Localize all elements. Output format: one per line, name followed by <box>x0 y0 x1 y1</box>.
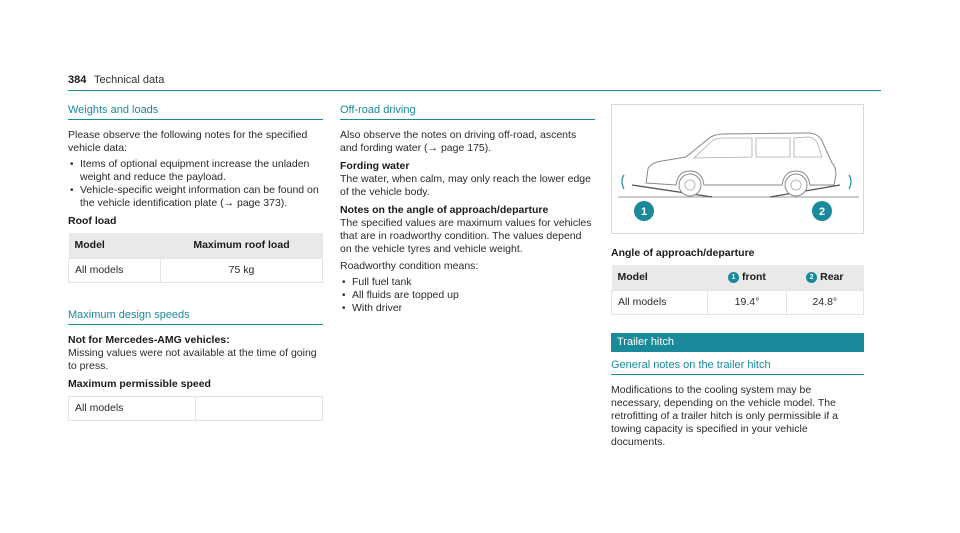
condition-intro: Roadworthy condition means: <box>340 260 479 272</box>
speeds-heading: Maximum design speeds <box>68 309 323 325</box>
table-row <box>69 259 323 283</box>
angle-notes-heading: Notes on the angle of approach/departure <box>340 204 549 216</box>
roof-load-heading: Roof load <box>68 215 117 227</box>
table-row <box>612 291 864 315</box>
cell-speed <box>196 397 323 421</box>
column-left <box>68 104 323 421</box>
trailer-notes-heading: General notes on the trailer hitch <box>611 359 864 375</box>
column-header-model: Model <box>612 265 708 291</box>
column-header-front <box>708 265 786 291</box>
fording-text: The water, when calm, may only reach the lower edge of the vehicle body. <box>340 173 591 198</box>
cell-front-angle: 19.4° <box>708 291 786 315</box>
cell-rear-angle: 24.8° <box>786 291 863 315</box>
rear-label: Rear <box>820 271 844 283</box>
column-header-roof-load: Maximum roof load <box>160 233 322 259</box>
amg-heading: Not for Mercedes-AMG vehicles: <box>68 334 230 346</box>
list-item: • With driver <box>340 302 595 315</box>
speed-table <box>68 396 323 421</box>
amg-text: Missing values were not available at the time of going to press. <box>68 347 317 372</box>
page-number: 384 <box>68 74 87 86</box>
front-label: front <box>742 271 766 283</box>
offroad-intro: Also observe the notes on driving off-road, ascents and fording water (→ page 175). <box>340 129 577 154</box>
number-1-icon: 1 <box>728 272 739 283</box>
marker-2-label: 2 <box>818 206 826 218</box>
suv-side-view-drawing <box>612 105 865 235</box>
page-title: Technical data <box>94 74 165 86</box>
permissible-speed-heading: Maximum permissible speed <box>68 378 211 390</box>
table-row <box>69 397 323 421</box>
weights-bullets <box>68 158 323 210</box>
trailer-notes-text: Modifications to the cooling system may be necessary, depending on the vehicle model. The retrofitting of a trailer hitch is only permissible if a towing capacity is specified in your vehicle documents. <box>611 384 839 448</box>
roof-load-table <box>68 233 323 283</box>
page-header <box>68 74 881 91</box>
cell-roof-load: 75 kg <box>160 259 322 283</box>
fording-heading: Fording water <box>340 160 410 172</box>
approach-caption: Angle of approach/departure <box>611 247 755 259</box>
cell-model: All models <box>612 291 708 315</box>
condition-list <box>340 276 595 315</box>
list-item <box>68 184 323 210</box>
list-item: • All fluids are topped up <box>340 289 595 302</box>
approach-table <box>611 265 864 315</box>
angle-notes-text: The specified values are maximum values for vehicles that are in roadworthy condition. The values depend on the vehicle tyres and vehicle weight. <box>340 217 592 255</box>
list-item: • Items of optional equipment increase the unladen weight and reduce the payload. <box>68 158 323 184</box>
list-item-text: Vehicle-specific weight information can be found on the vehicle identification plate (→ page 373). <box>80 184 319 209</box>
list-item: • Full fuel tank <box>340 276 595 289</box>
trailer-hitch-bar: Trailer hitch <box>611 333 864 352</box>
weights-heading: Weights and loads <box>68 104 323 120</box>
column-header-model: Model <box>69 233 161 259</box>
number-2-icon: 2 <box>806 272 817 283</box>
column-right <box>611 104 864 452</box>
weights-intro: Please observe the following notes for the specified vehicle data: <box>68 129 308 154</box>
column-header-rear <box>786 265 863 291</box>
marker-1-label: 1 <box>640 206 648 218</box>
cell-model: All models <box>69 397 196 421</box>
offroad-heading: Off-road driving <box>340 104 595 120</box>
column-middle <box>340 104 595 315</box>
cell-model: All models <box>69 259 161 283</box>
approach-departure-illustration <box>611 104 864 234</box>
